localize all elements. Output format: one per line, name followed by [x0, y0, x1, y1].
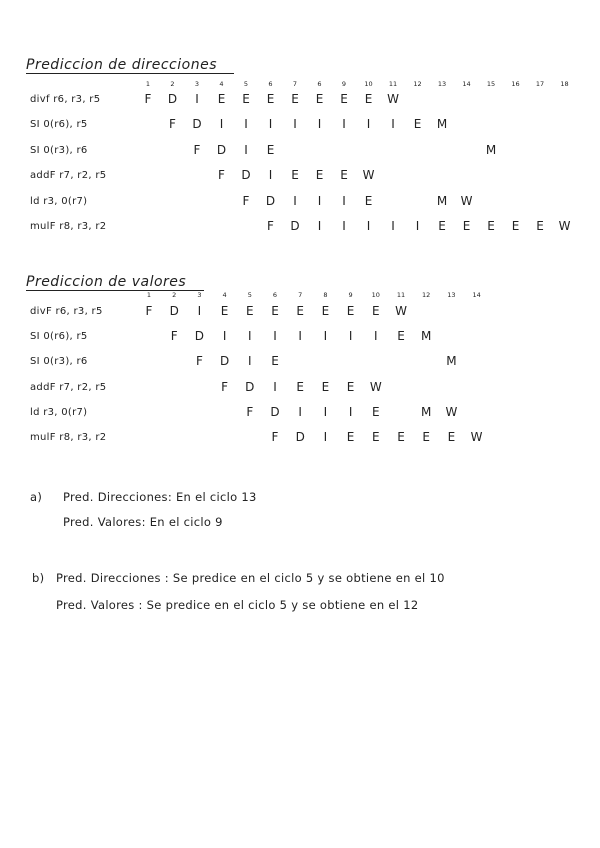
pipeline-stage: E: [271, 304, 279, 318]
cycle-number: 12: [413, 80, 422, 88]
cycle-number: 14: [462, 80, 471, 88]
pipeline-stage: I: [293, 193, 297, 208]
cycle-number: 11: [388, 80, 398, 88]
pipeline-stage: F: [221, 379, 229, 394]
pipeline-stage: M: [446, 354, 457, 369]
cycle-number: 13: [447, 291, 456, 299]
pipeline-stage: E: [346, 304, 355, 318]
pipeline-stage: D: [295, 430, 305, 444]
instruction-label: mulF r8, r3, r2: [30, 221, 107, 232]
cycle-number: 2: [170, 80, 175, 88]
answer-b-valores: Pred. Valores : Se predice en el ciclo 5 y se obtiene en el 12: [56, 598, 419, 612]
pipeline-stage: I: [293, 117, 297, 132]
cycle-number: 6: [272, 291, 278, 299]
instruction-label: addF r7, r2, r5: [30, 170, 107, 182]
pipeline-stage: D: [192, 117, 202, 132]
cycle-number: 7: [292, 80, 298, 88]
cycle-number: 11: [396, 291, 406, 299]
pipeline-stage: I: [342, 117, 346, 132]
cycle-number: 4: [219, 80, 224, 88]
instruction-label: SI 0(r3), r6: [30, 144, 88, 156]
pipeline-stage: E: [291, 168, 299, 183]
pipeline-stage: I: [323, 430, 328, 444]
pipeline-stage: F: [246, 404, 254, 419]
pipeline-stage: E: [246, 304, 254, 318]
pipeline-stage: W: [387, 92, 399, 106]
pipeline-stage: F: [169, 117, 176, 132]
pipeline-stage: E: [315, 92, 324, 106]
cycle-number: 2: [172, 291, 177, 299]
pipeline-stage: E: [447, 430, 456, 444]
pipeline-stage: I: [348, 404, 353, 419]
pipeline-stage: E: [536, 219, 544, 233]
pipeline-stage: E: [271, 354, 279, 369]
cycle-number: 12: [422, 291, 431, 299]
cycle-number: 14: [472, 291, 481, 299]
pipeline-stage: D: [167, 92, 178, 106]
cycle-number: 9: [341, 80, 347, 88]
pipeline-stage: E: [372, 430, 380, 444]
pipeline-stage: I: [298, 329, 302, 344]
instruction-label: SI 0(r6), r5: [30, 331, 88, 343]
pipeline-stage: W: [395, 304, 407, 318]
pipeline-stage: E: [397, 430, 405, 444]
pipeline-stage: E: [340, 168, 348, 183]
pipeline-stage: I: [273, 329, 277, 344]
pipeline-stage: E: [372, 304, 380, 318]
cycle-number: 8: [323, 291, 328, 299]
pipeline-stage: E: [346, 379, 355, 394]
pipeline-stage: E: [462, 219, 471, 233]
instruction-label: SI 0(r6), r5: [30, 119, 88, 131]
pipeline-stage: E: [397, 329, 405, 344]
pipeline-stage: I: [268, 117, 273, 132]
cycle-number: 6: [317, 80, 322, 88]
pipeline-stage: E: [291, 92, 299, 106]
pipeline-stage: I: [222, 329, 227, 344]
cycle-number: 7: [298, 291, 303, 299]
cycle-number: 5: [243, 80, 249, 88]
pipeline-stage: F: [218, 168, 225, 183]
pipeline-stage: I: [219, 117, 224, 132]
instruction-label: divf r6, r3, r5: [30, 94, 101, 105]
cycle-number: 1: [145, 80, 151, 88]
cycle-number: 5: [247, 291, 252, 299]
instruction-label: addF r7, r2, r5: [30, 381, 107, 393]
cycle-number: 18: [560, 80, 569, 88]
pipeline-stage: I: [317, 219, 322, 233]
pipeline-stage: E: [372, 404, 380, 419]
pipeline-stage: E: [364, 193, 373, 208]
pipeline-stage: W: [369, 379, 382, 394]
pipeline-stage: E: [487, 219, 495, 233]
instruction-label: ld r3, 0(r7): [30, 195, 88, 207]
cycle-number: 4: [222, 291, 227, 299]
pipeline-stage: I: [248, 354, 252, 369]
instruction-label: divF r6, r3, r5: [30, 306, 103, 317]
pipeline-stage: F: [242, 193, 250, 208]
title-underline: [26, 73, 234, 74]
pipeline-stage: E: [242, 92, 250, 106]
pipeline-stage: I: [268, 168, 273, 183]
pipeline-stage: M: [421, 404, 432, 419]
pipeline-stage: I: [248, 329, 252, 344]
pipeline-stage: E: [266, 92, 275, 106]
pipeline-stage: D: [216, 142, 227, 157]
answer-a-valores: Pred. Valores: En el ciclo 9: [63, 515, 223, 529]
pipeline-stage: W: [558, 219, 571, 233]
pipeline-stage: F: [267, 219, 274, 233]
instruction-label: mulF r8, r3, r2: [30, 432, 107, 443]
pipeline-stage: I: [366, 117, 371, 132]
pipeline-stage: I: [298, 404, 302, 419]
pipeline-stage: F: [144, 92, 152, 106]
pipeline-stage: D: [265, 193, 276, 208]
pipeline-stage: I: [415, 219, 420, 233]
pipeline-stage: M: [421, 329, 432, 344]
instruction-label: ld r3, 0(r7): [30, 406, 88, 418]
pipeline-stage: F: [193, 142, 201, 157]
pipeline-stage: I: [391, 117, 395, 132]
answer-b-direcciones: Pred. Direcciones : Se predice en el ciclo 5 y se obtiene en el 10: [56, 571, 445, 585]
pipeline-stage: E: [340, 92, 348, 106]
pipeline-stage: D: [290, 219, 300, 233]
cycle-number: 6: [268, 80, 273, 88]
pipeline-stage: E: [296, 379, 304, 394]
pipeline-stage: F: [170, 329, 178, 344]
pipeline-stage: D: [270, 404, 280, 419]
pipeline-stage: I: [197, 304, 202, 318]
pipeline-stage: E: [217, 92, 226, 106]
answer-b-label: b): [32, 571, 45, 585]
pipeline-stage: D: [194, 329, 205, 344]
pipeline-stage: I: [366, 219, 371, 233]
cycle-number: 10: [371, 291, 380, 299]
pipeline-stage: I: [348, 329, 353, 344]
pipeline-stage: I: [342, 219, 346, 233]
cycle-number: 3: [197, 291, 202, 299]
pipeline-stage: E: [346, 430, 355, 444]
pipeline-stage: I: [391, 219, 395, 233]
cycle-number: 9: [348, 291, 353, 299]
cycle-number: 16: [511, 80, 520, 88]
pipeline-stage: W: [470, 430, 483, 444]
pipeline-stage: F: [271, 430, 279, 444]
pipeline-stage: E: [315, 168, 324, 183]
pipeline-stage: E: [511, 219, 520, 233]
cycle-number: 3: [194, 80, 200, 88]
pipeline-stage: I: [317, 117, 322, 132]
pipeline-stage: E: [422, 430, 430, 444]
pipeline-stage: D: [245, 379, 255, 394]
pipeline-stage: M: [485, 142, 497, 157]
pipeline-stage: W: [460, 193, 473, 208]
cycle-number: 17: [535, 80, 545, 88]
pipeline-stage: W: [362, 168, 375, 183]
pipeline-stage: I: [317, 193, 322, 208]
pipeline-stage: E: [364, 92, 373, 106]
pipeline-stage: E: [438, 219, 446, 233]
section-title-direcciones: Prediccion de direcciones: [26, 57, 217, 73]
pipeline-stage: I: [323, 404, 328, 419]
pipeline-stage: E: [296, 304, 304, 318]
cycle-number: 13: [437, 80, 447, 88]
pipeline-stage: W: [445, 404, 458, 419]
pipeline-stage: M: [436, 117, 448, 132]
pipeline-stage: E: [220, 304, 229, 318]
pipeline-stage: I: [195, 92, 199, 106]
answer-a-label: a): [30, 490, 43, 504]
pipeline-stage: I: [323, 329, 328, 344]
cycle-number: 15: [486, 80, 496, 88]
pipeline-stage: E: [413, 117, 422, 132]
pipeline-stage: I: [374, 329, 378, 344]
cycle-number: 10: [364, 80, 373, 88]
pipeline-stage: E: [321, 304, 330, 318]
pipeline-stage: D: [241, 168, 251, 183]
pipeline-stage: E: [266, 142, 275, 157]
instruction-label: SI 0(r3), r6: [30, 356, 88, 368]
pipeline-stage: I: [273, 379, 277, 394]
section-title-valores: Prediccion de valores: [26, 274, 187, 290]
pipeline-stage: M: [436, 193, 448, 208]
pipeline-stage: I: [244, 117, 248, 132]
pipeline-stage: D: [169, 304, 179, 318]
pipeline-stage: I: [342, 193, 346, 208]
pipeline-stage: I: [244, 142, 248, 157]
pipeline-stage: F: [195, 354, 203, 369]
pipeline-stage: F: [145, 304, 153, 318]
answer-a-direcciones: Pred. Direcciones: En el ciclo 13: [63, 490, 257, 504]
cycle-number: 1: [146, 291, 152, 299]
pipeline-stage: E: [321, 379, 330, 394]
pipeline-stage: D: [219, 354, 230, 369]
